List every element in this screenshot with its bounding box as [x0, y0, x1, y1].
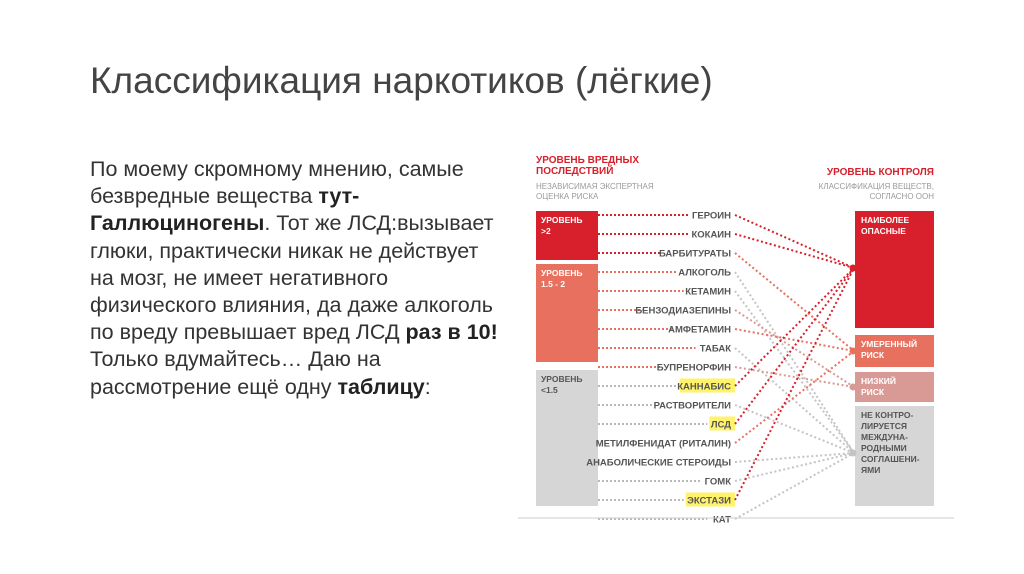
control-connector-line: [735, 234, 854, 268]
substance-label: АЛКОГОЛЬ: [678, 267, 731, 279]
control-connector-line: [735, 268, 854, 424]
body-text-part-4: :: [424, 374, 431, 399]
substance-label: БУПРЕНОРФИН: [656, 362, 731, 374]
substance-label: КАННАБИС: [677, 381, 731, 393]
control-level-label: МЕЖДУНА-: [861, 432, 908, 442]
control-anchor-dot: [850, 450, 857, 457]
control-connector-line: [735, 268, 854, 386]
substance-label: МЕТИЛФЕНИДАТ (РИТАЛИН): [595, 438, 731, 450]
control-level-label: ОПАСНЫЕ: [861, 226, 906, 236]
body-text-bold-times-ten: раз в 10!: [405, 320, 498, 345]
harm-level-label: >2: [541, 226, 551, 236]
body-text-part-2: . Тот же ЛСД:вызывает глюки, практически никак не действует на мозг, не имеет негативного физического влияния, да даже алкоголь по вреду превышает вред ЛСД: [90, 211, 494, 345]
control-anchor-dot: [850, 384, 857, 391]
substance-label: БЕНЗОДИАЗЕПИНЫ: [635, 305, 731, 317]
control-level-label: НЕ КОНТРО-: [861, 410, 914, 420]
control-subheader-line: СОГЛАСНО ООН: [869, 192, 934, 201]
harm-level-label: УРОВЕНЬ: [541, 374, 583, 384]
control-level-label: РОДНЫМИ: [861, 443, 907, 453]
control-connector-line: [735, 367, 854, 387]
harm-header-line: ПОСЛЕДСТВИЙ: [536, 166, 614, 177]
control-connector-line: [735, 453, 854, 519]
control-subheader-line: КЛАССИФИКАЦИЯ ВЕЩЕСТВ,: [818, 182, 934, 191]
control-level-label: НАИБОЛЕЕ: [861, 215, 910, 225]
substance-label: КОКАИН: [691, 229, 731, 241]
control-anchor-dot: [850, 348, 857, 355]
control-level-label: СОГЛАШЕНИ-: [861, 454, 920, 464]
substance-label: АНАБОЛИЧЕСКИЕ СТЕРОИДЫ: [586, 457, 731, 469]
control-anchor-dot: [850, 265, 857, 272]
control-connector-line: [735, 310, 854, 387]
substance-label: ГОМК: [704, 476, 731, 488]
control-level-label: УМЕРЕННЫЙ: [861, 339, 918, 349]
control-connector-line: [735, 329, 854, 351]
substance-label: КАТ: [713, 514, 731, 524]
body-text-part-1: По моему скромному мнению, самые безвредные вещества: [90, 157, 464, 209]
harm-level-label: 1.5 - 2: [541, 279, 566, 289]
control-header: УРОВЕНЬ КОНТРОЛЯ: [826, 167, 934, 178]
harm-subheader-line: НЕЗАВИСИМАЯ ЭКСПЕРТНАЯ: [536, 182, 654, 191]
substance-label: РАСТВОРИТЕЛИ: [653, 400, 731, 412]
harm-level-label: УРОВЕНЬ: [541, 268, 583, 278]
body-text-bold-table: таблицу: [337, 374, 425, 399]
control-level-label: ЛИРУЕТСЯ: [861, 421, 908, 431]
substance-label: БАРБИТУРАТЫ: [658, 248, 731, 260]
page-title: Классификация наркотиков (лёгкие): [90, 60, 713, 101]
body-text-bold-hallucinogens: тут-Галлюциногены: [90, 184, 360, 236]
harm-header-line: УРОВЕНЬ ВРЕДНЫХ: [536, 155, 639, 166]
harm-level-label: УРОВЕНЬ: [541, 215, 583, 225]
control-level-label: ЯМИ: [861, 465, 881, 475]
body-text: [90, 156, 500, 401]
substance-label: ТАБАК: [699, 343, 731, 355]
drug-classification-diagram: [518, 148, 958, 524]
harm-level-label: <1.5: [541, 385, 558, 395]
control-connector-line: [735, 215, 854, 268]
substance-label: ЭКСТАЗИ: [687, 495, 731, 507]
body-text-part-3: Только вдумайтесь… Даю на рассмотрение ещё одну: [90, 347, 381, 399]
substance-label: КЕТАМИН: [685, 286, 731, 298]
control-level-label: РИСК: [861, 350, 885, 360]
substance-label: АМФЕТАМИН: [668, 324, 731, 336]
control-level-label: РИСК: [861, 387, 885, 397]
substance-label: ЛСД: [710, 419, 731, 431]
substance-label: ГЕРОИН: [691, 210, 731, 222]
harm-subheader-line: ОЦЕНКА РИСКА: [536, 192, 599, 201]
control-level-label: НИЗКИЙ: [861, 376, 896, 386]
